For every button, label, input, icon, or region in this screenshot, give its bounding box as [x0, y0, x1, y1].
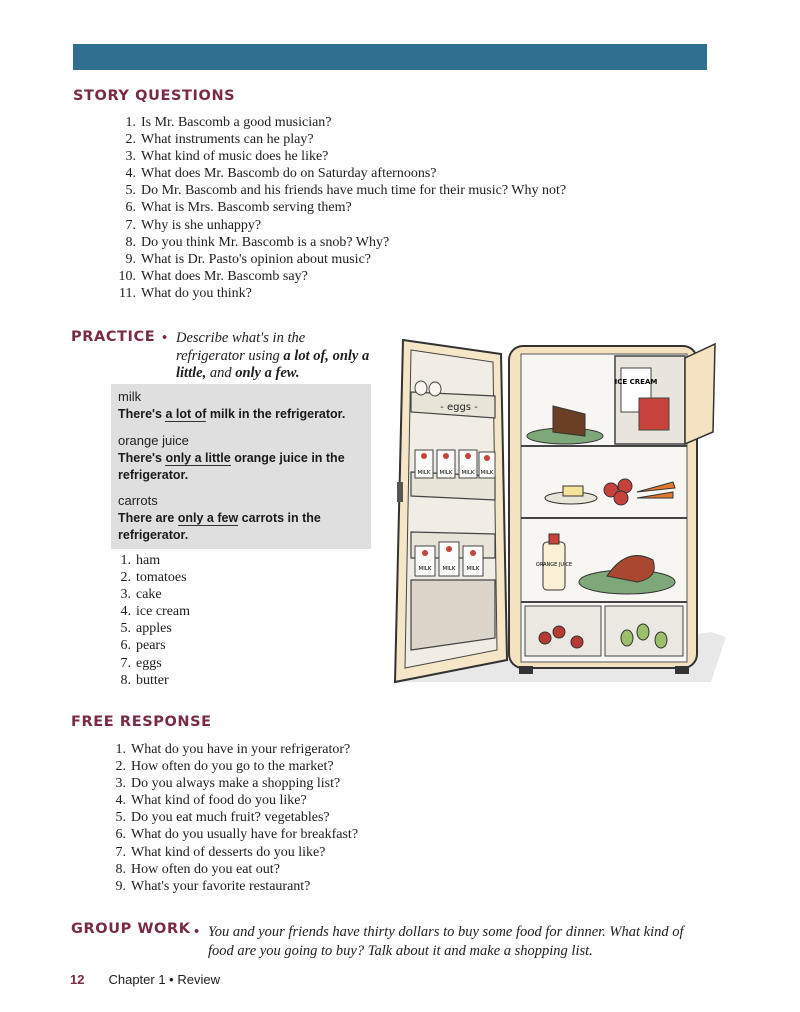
refrigerator-illustration: [381, 332, 731, 692]
list-item: 3. What kind of music does he like?: [125, 149, 329, 165]
story-questions-list: [116, 114, 566, 302]
list-item: 1. What do you have in your refrigerator?: [115, 742, 351, 757]
list-item: 3. Do you always make a shopping list?: [115, 776, 341, 792]
practice-list: [111, 552, 190, 689]
header-color-bar: [73, 44, 707, 70]
milk-label: MILK: [417, 470, 431, 476]
list-item: 8. Do you think Mr. Bascomb is a snob? Why?: [125, 234, 390, 250]
free-response-heading: FREE RESPONSE: [71, 714, 212, 730]
pear: [655, 632, 667, 648]
free-response-list: [106, 741, 358, 895]
list-item: 5. Do Mr. Bascomb and his friends have much time for their music? Why not?: [125, 183, 567, 199]
list-item: 11. What do you think?: [119, 285, 252, 301]
example-sentence: There's only a little orange juice in the refrigerator.: [118, 451, 345, 482]
list-item: 2. What instruments can he play?: [125, 132, 314, 148]
milk-label: MILK: [480, 470, 494, 476]
list-item: 4. ice cream: [120, 604, 191, 620]
pear: [621, 630, 633, 646]
list-item: 4. What does Mr. Bascomb do on Saturday afternoons?: [125, 166, 437, 182]
bottle-cap: [549, 534, 559, 544]
list-item: 1. Is Mr. Bascomb a good musician?: [125, 115, 332, 130]
egg: [429, 382, 441, 396]
list-item: 3. cake: [120, 587, 162, 603]
ice-cream-box: [639, 398, 669, 430]
example-word: carrots: [118, 493, 158, 508]
list-item: 5. apples: [120, 621, 172, 637]
list-item: 2. How often do you go to the market?: [115, 759, 334, 775]
apple: [553, 626, 565, 638]
milk-label: MILK: [418, 566, 432, 572]
list-item: 6. pears: [120, 638, 166, 654]
list-item: 7. What kind of desserts do you like?: [115, 844, 326, 860]
milk-label: MILK: [466, 566, 480, 572]
group-work-text: • You and your friends have thirty dollars to buy some food for dinner. What kind of food are you going to buy? Talk about it and make a shopping list.: [194, 924, 684, 959]
list-item: 5. Do you eat much fruit? vegetables?: [115, 810, 330, 826]
butter: [563, 486, 583, 496]
bullet: •: [194, 924, 200, 940]
list-item: 10. What does Mr. Bascomb say?: [118, 268, 308, 284]
list-item: 9. What's your favorite restaurant?: [115, 878, 311, 894]
list-item: 1. ham: [120, 553, 161, 568]
example-word: orange juice: [118, 433, 189, 448]
chapter-label: Chapter 1 • Review: [108, 972, 220, 987]
hinge: [397, 482, 403, 502]
milk-cartons-row-1: [415, 450, 495, 478]
freezer-door: [685, 344, 715, 444]
example-sentence: There are only a few carrots in the refrigerator.: [118, 511, 321, 542]
practice-instructions: • Describe what's in the refrigerator using a lot of, only a little, and only a few.: [162, 330, 370, 381]
milk-label: MILK: [442, 566, 456, 572]
list-item: 7. Why is she unhappy?: [125, 217, 262, 233]
list-item: 9. What is Dr. Pasto's opinion about music?: [125, 251, 372, 267]
bullet: •: [162, 330, 168, 346]
page-number: 12: [70, 972, 85, 987]
example-sentence: There's a lot of milk in the refrigerator.: [118, 407, 346, 421]
tomato: [614, 491, 628, 505]
page-footer: [70, 972, 220, 987]
practice-heading: PRACTICE: [71, 329, 156, 345]
list-item: 8. How often do you eat out?: [115, 861, 280, 877]
group-work-heading: GROUP WORK: [71, 921, 191, 937]
milk-label: MILK: [439, 470, 453, 476]
eggs-label: - eggs -: [440, 402, 478, 413]
list-item: 6. What is Mrs. Bascomb serving them?: [125, 200, 352, 216]
example-word: milk: [118, 389, 142, 404]
ice-cream-label: ICE CREAM: [614, 378, 658, 386]
list-item: 2. tomatoes: [120, 570, 187, 586]
orange-juice-label: ORANGE JUICE: [535, 562, 573, 568]
milk-label: MILK: [461, 470, 475, 476]
pear: [637, 624, 649, 640]
fridge-foot: [519, 666, 533, 674]
apple: [539, 632, 551, 644]
door-bin: [411, 580, 495, 650]
milk-cartons-row-2: [415, 542, 483, 576]
list-item: 4. What kind of food do you like?: [115, 793, 307, 809]
egg: [415, 381, 427, 395]
story-questions-heading: STORY QUESTIONS: [73, 88, 236, 104]
list-item: 8. butter: [120, 672, 169, 688]
list-item: 6. What do you usually have for breakfast?: [115, 827, 359, 843]
fridge-foot: [675, 666, 689, 674]
list-item: 7. eggs: [120, 655, 162, 671]
apple: [571, 636, 583, 648]
